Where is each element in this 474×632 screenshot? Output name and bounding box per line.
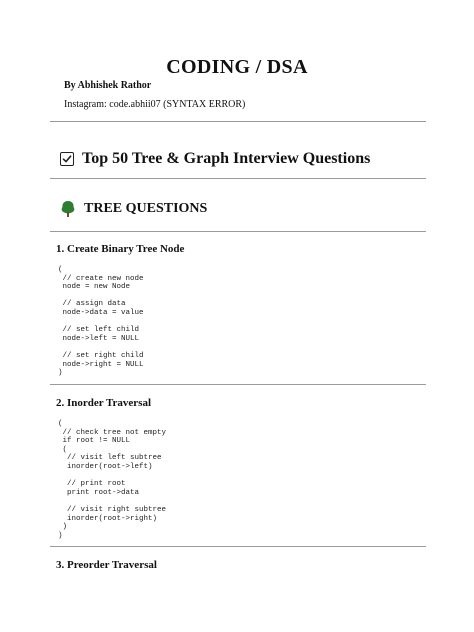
code-block: ( // create new node node = new Node // assign data node->data = value // set left child node->left = NULL // set right child node->right = NULL ) (58, 266, 144, 378)
document-title: CODING / DSA (166, 56, 308, 78)
tree-icon (60, 200, 76, 218)
instagram-line: Instagram: code.abhii07 (SYNTAX ERROR) (64, 99, 246, 110)
question-title: 3. Preorder Traversal (56, 559, 157, 571)
divider (50, 121, 426, 122)
checkbox-icon (60, 152, 74, 166)
divider (50, 178, 426, 179)
divider (50, 546, 426, 547)
divider (50, 384, 426, 385)
question-title: 1. Create Binary Tree Node (56, 243, 185, 255)
divider (50, 231, 426, 232)
section-heading: TREE QUESTIONS (84, 201, 208, 216)
section-heading-row (60, 200, 207, 218)
author-line: By Abhishek Rathor (64, 80, 152, 91)
code-block: ( // check tree not empty if root != NULL ( // visit left subtree inorder(root->left) // print root print root->data // visit right subtree inorder(root->right) ) ) (58, 420, 167, 540)
main-heading-row (60, 150, 370, 168)
question-title: 2. Inorder Traversal (56, 397, 152, 409)
main-heading: Top 50 Tree & Graph Interview Questions (82, 150, 371, 167)
